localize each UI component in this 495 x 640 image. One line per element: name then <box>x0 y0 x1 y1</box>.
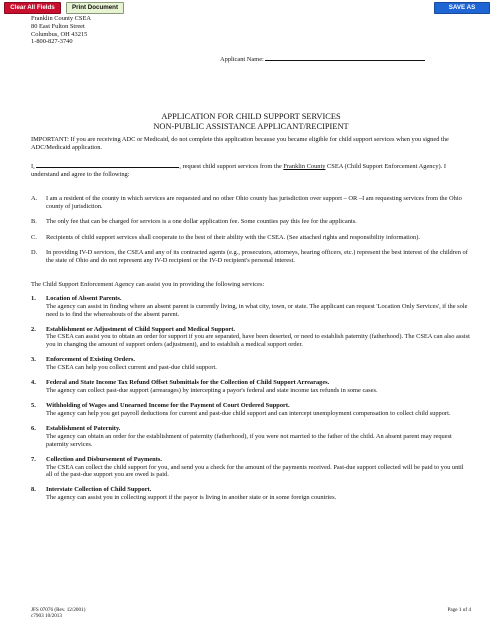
service-heading: Interstate Collection of Child Support. <box>46 486 152 494</box>
service-text: The agency can assist in finding where an absent parent is currently living, in what city, town, or state. The applicant can request 'Location Only Services', if the sole need is to find the whereabouts of the absent parent. <box>46 302 468 318</box>
service-text: The CSEA can assist you to obtain an order for support if you are separated, have been deserted, or need to establish paternity (fatherhood). The CSEA can also assist you in changing the amount of support orders (adjustment), and to establish a medical support order. <box>46 333 470 349</box>
list-item <box>31 456 471 479</box>
list-item <box>31 356 471 372</box>
title-line-2: NON-PUBLIC ASSISTANCE APPLICANT/RECIPIENT <box>153 122 349 132</box>
list-item <box>31 486 471 502</box>
form-title <box>31 112 471 132</box>
service-number: 6. <box>31 425 36 433</box>
clear-all-fields-button[interactable]: Clear All Fields <box>4 2 61 14</box>
service-text: The CSEA can help you collect current and past-due child support. <box>46 364 217 372</box>
county-name: Franklin County <box>283 163 326 170</box>
save-as-button[interactable]: SAVE AS <box>434 2 490 14</box>
service-number: 2. <box>31 325 36 333</box>
service-number: 7. <box>31 455 36 463</box>
list-item <box>31 234 471 242</box>
services-list <box>31 295 471 509</box>
applicant-request-statement <box>31 162 471 179</box>
service-number: 8. <box>31 486 36 494</box>
agency-street: 80 East Fulton Street <box>31 22 85 30</box>
agency-city: Columbus, OH 43215 <box>31 30 88 38</box>
service-text: The CSEA can collect the child support for you, and send you a check for the amount of the payments received. Past-due support collected will be paid to you until all of the past-due support you are owed is paid. <box>46 463 464 479</box>
agency-phone: 1-800-827-3740 <box>31 38 73 46</box>
form-id: JFS 07076 (Rev. 12/2001) <box>31 607 86 613</box>
service-number: 1. <box>31 295 36 302</box>
service-number: 3. <box>31 356 36 364</box>
service-heading: Enforcement of Existing Orders. <box>46 356 135 364</box>
list-item <box>31 326 471 349</box>
service-text: The agency can assist you in collecting support if the payor is living in another state or in some foreign countries. <box>46 494 337 502</box>
service-heading: Location of Absent Parents. <box>46 295 122 302</box>
agreement-list <box>31 195 471 272</box>
agreement-text: The only fee that can be charged for services is a one dollar application fee. Some counties pay this fee for the applicants. <box>46 218 357 226</box>
service-text: The agency can obtain an order for the establishment of paternity (fatherhood), if you were not married to the father of the child. An absent parent may request paternity services. <box>46 432 452 448</box>
agreement-key: A. <box>31 195 38 202</box>
intro-prefix: I, <box>31 163 35 170</box>
list-item <box>31 195 471 211</box>
list-item <box>31 402 471 418</box>
list-item <box>31 249 471 265</box>
agreement-key: B. <box>31 218 37 226</box>
agreement-key: D. <box>31 248 38 256</box>
service-heading: Collection and Disbursement of Payments. <box>46 455 162 463</box>
important-notice: IMPORTANT: If you are receiving ADC or Medicaid, do not complete this application because you became eligible for child support services when you signed the ADC/Medicaid application. <box>31 136 449 151</box>
service-number: 5. <box>31 402 36 410</box>
requester-name-field[interactable] <box>36 162 179 168</box>
page-number: Page 1 of 4 <box>447 607 471 613</box>
service-number: 4. <box>31 379 36 387</box>
applicant-name-row <box>220 55 425 64</box>
agreement-text: I am a resident of the county in which services are requested and no other Ohio county has jurisdiction over support – OR –I am requesting services from the Ohio county of jurisdiction. <box>46 195 462 210</box>
services-intro: The Child Support Enforcement Agency can assist you in providing the following services: <box>31 281 265 288</box>
title-line-1: APPLICATION FOR CHILD SUPPORT SERVICES <box>161 112 341 121</box>
agreement-key: C. <box>31 233 37 241</box>
list-item <box>31 379 471 395</box>
intro-middle: , request child support services from the <box>179 163 282 170</box>
print-document-button[interactable]: Print Document <box>66 2 124 14</box>
service-heading: Establishment of Paternity. <box>46 425 121 433</box>
form-toolbar <box>0 0 495 14</box>
service-heading: Federal and State Income Tax Refund Offset Submittals for the Collection of Child Support Arrearages. <box>46 379 330 387</box>
agreement-text: Recipients of child support services shall cooperate to the best of their ability with the CSEA. (See attached rights and responsibility information). <box>46 233 420 241</box>
agreement-text: In providing IV-D services, the CSEA and any of its contracted agents (e.g., prosecutors, attorneys, hearing officers, etc.) represent the best interest of the children of the state of Ohio and do not represent any IV-D recipient or the IV-D recipient's personal interest. <box>46 248 468 264</box>
agency-name: Franklin County CSEA <box>31 15 92 22</box>
service-heading: Withholding of Wages and Unearned Income for the Payment of Court Ordered Support. <box>46 402 290 410</box>
applicant-name-label: Applicant Name: <box>220 56 264 63</box>
form-code: c7903 10/2013 <box>31 613 62 620</box>
service-text: The agency can help you get payroll deductions for current and past-due child support and can intercept unemployment compensation to collect child support. <box>46 409 451 417</box>
agency-address <box>31 15 91 46</box>
intro-suffix: CSEA (Child Support Enforcement Agency). I understand and agree to the following: <box>31 163 446 178</box>
service-text: The agency can collect past-due support (arrearages) by intercepting a payor's federal and state income tax refunds in some cases. <box>46 387 378 395</box>
list-item <box>31 295 471 318</box>
list-item <box>31 218 471 226</box>
applicant-name-field[interactable] <box>265 55 425 61</box>
list-item <box>31 425 471 448</box>
service-heading: Establishment or Adjustment of Child Support and Medical Support. <box>46 325 235 333</box>
